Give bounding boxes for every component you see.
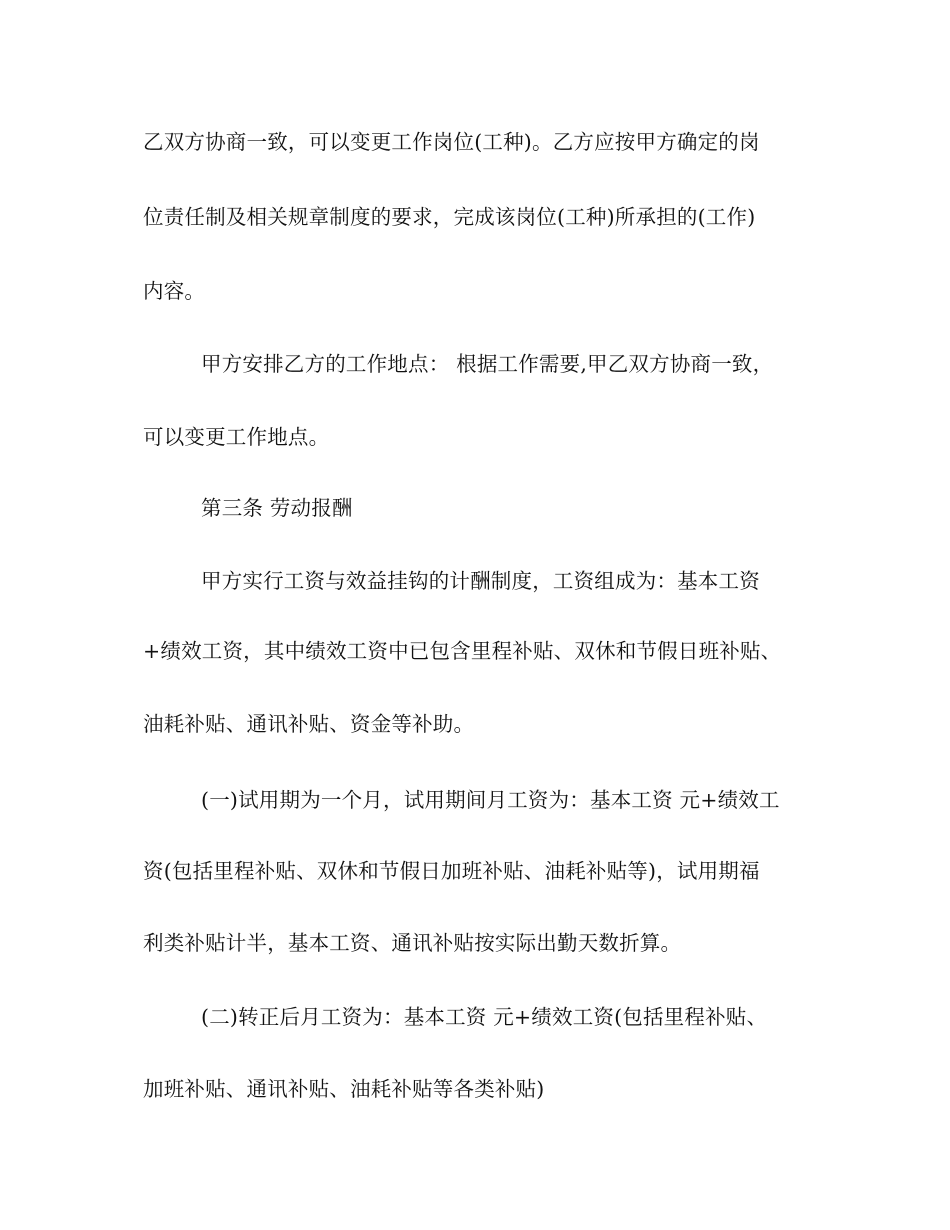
section-heading: 第三条 劳动报酬 <box>201 496 353 520</box>
paragraph-start: 甲方安排乙方的工作地点： 根据工作需要,甲乙双方协商一致， <box>201 352 774 376</box>
text-line: 油耗补贴、通讯补贴、资金等补助。 <box>143 712 475 736</box>
text-line: 内容。 <box>143 279 206 303</box>
text-line: 加班补贴、通讯补贴、油耗补贴等各类补贴) <box>143 1077 545 1101</box>
text-line: 可以变更工作地点。 <box>143 425 330 449</box>
text-line: 利类补贴计半，基本工资、通讯补贴按实际出勤天数折算。 <box>143 931 682 955</box>
text-line: 资(包括里程补贴、双休和节假日加班补贴、油耗补贴等)，试用期福 <box>143 859 760 883</box>
text-line: +绩效工资，其中绩效工资中已包含里程补贴、双休和节假日班补贴、 <box>143 639 782 663</box>
paragraph-start: (二)转正后月工资为：基本工资 元+绩效工资(包括里程补贴、 <box>201 1005 768 1029</box>
text-line: 乙双方协商一致，可以变更工作岗位(工种)。乙方应按甲方确定的岗 <box>143 130 760 154</box>
text-line: 位责任制及相关规章制度的要求，完成该岗位(工种)所承担的(工作) <box>143 205 756 229</box>
paragraph-start: (一)试用期为一个月，试用期间月工资为：基本工资 元+绩效工 <box>201 788 780 812</box>
paragraph-start: 甲方实行工资与效益挂钩的计酬制度，工资组成为：基本工资 <box>201 569 760 593</box>
